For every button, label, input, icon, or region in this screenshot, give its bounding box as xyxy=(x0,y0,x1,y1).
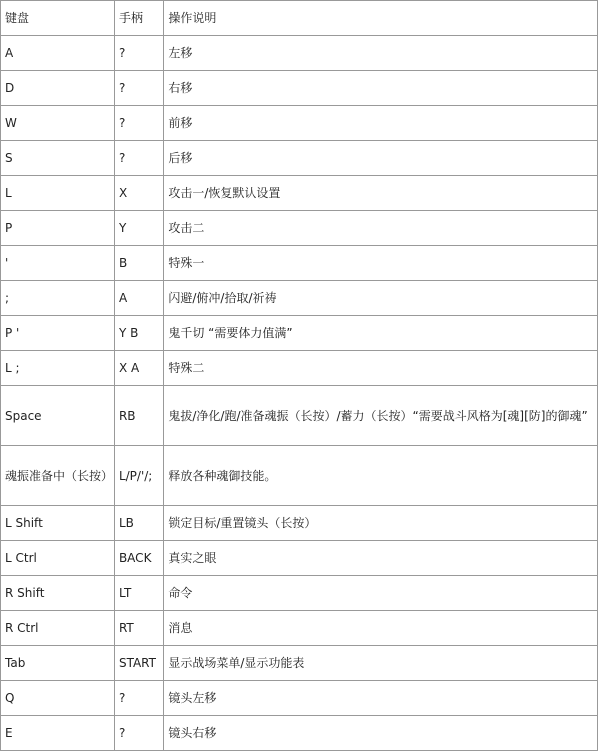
key-cell: R Shift xyxy=(1,576,115,611)
key-cell: R Ctrl xyxy=(1,611,115,646)
pad-cell: ? xyxy=(114,141,163,176)
desc-cell: 镜头右移 xyxy=(164,716,598,751)
pad-cell: Y xyxy=(114,211,163,246)
key-cell: L Ctrl xyxy=(1,541,115,576)
desc-cell: 前移 xyxy=(164,106,598,141)
key-cell: L xyxy=(1,176,115,211)
key-cell: ' xyxy=(1,246,115,281)
table-row xyxy=(1,716,598,751)
desc-cell: 特殊二 xyxy=(164,351,598,386)
key-cell: L ; xyxy=(1,351,115,386)
table-row xyxy=(1,541,598,576)
pad-cell: Y B xyxy=(114,316,163,351)
key-cell: E xyxy=(1,716,115,751)
desc-cell: 后移 xyxy=(164,141,598,176)
header-keyboard: 键盘 xyxy=(1,1,115,36)
pad-cell: LT xyxy=(114,576,163,611)
desc-cell: 消息 xyxy=(164,611,598,646)
pad-cell: RB xyxy=(114,386,163,446)
desc-cell: 镜头左移 xyxy=(164,681,598,716)
pad-cell: B xyxy=(114,246,163,281)
table-row xyxy=(1,681,598,716)
table-row xyxy=(1,211,598,246)
key-cell: ; xyxy=(1,281,115,316)
pad-cell: ? xyxy=(114,716,163,751)
table-row xyxy=(1,611,598,646)
table-row xyxy=(1,281,598,316)
pad-cell: LB xyxy=(114,506,163,541)
pad-cell: A xyxy=(114,281,163,316)
table-row xyxy=(1,351,598,386)
pad-cell: ? xyxy=(114,681,163,716)
desc-cell: 释放各种魂御技能。 xyxy=(164,446,598,506)
key-cell: 魂振准备中（长按） xyxy=(1,446,115,506)
key-cell: L Shift xyxy=(1,506,115,541)
desc-cell: 鬼千切 “需要体力值满” xyxy=(164,316,598,351)
desc-cell: 闪避/俯冲/拾取/祈祷 xyxy=(164,281,598,316)
desc-cell: 攻击二 xyxy=(164,211,598,246)
pad-cell: ? xyxy=(114,71,163,106)
desc-cell: 命令 xyxy=(164,576,598,611)
table-row xyxy=(1,506,598,541)
table-row xyxy=(1,71,598,106)
table-row xyxy=(1,576,598,611)
key-cell: A xyxy=(1,36,115,71)
desc-cell: 右移 xyxy=(164,71,598,106)
key-cell: W xyxy=(1,106,115,141)
table-row xyxy=(1,141,598,176)
desc-cell: 锁定目标/重置镜头（长按） xyxy=(164,506,598,541)
table-row xyxy=(1,386,598,446)
pad-cell: ? xyxy=(114,106,163,141)
desc-cell: 显示战场菜单/显示功能表 xyxy=(164,646,598,681)
pad-cell: ? xyxy=(114,36,163,71)
table-row xyxy=(1,646,598,681)
table-row xyxy=(1,176,598,211)
table-row xyxy=(1,316,598,351)
desc-cell: 特殊一 xyxy=(164,246,598,281)
desc-cell: 左移 xyxy=(164,36,598,71)
table-header-row xyxy=(1,1,598,36)
pad-cell: START xyxy=(114,646,163,681)
key-cell: D xyxy=(1,71,115,106)
table-row xyxy=(1,36,598,71)
desc-cell: 真实之眼 xyxy=(164,541,598,576)
desc-cell: 攻击一/恢复默认设置 xyxy=(164,176,598,211)
pad-cell: BACK xyxy=(114,541,163,576)
table-row xyxy=(1,446,598,506)
key-cell: Space xyxy=(1,386,115,446)
table-row xyxy=(1,106,598,141)
pad-cell: X xyxy=(114,176,163,211)
pad-cell: RT xyxy=(114,611,163,646)
key-cell: Tab xyxy=(1,646,115,681)
key-cell: P xyxy=(1,211,115,246)
header-description: 操作说明 xyxy=(164,1,598,36)
desc-cell: 鬼拔/净化/跑/准备魂振（长按）/蓄力（长按）“需要战斗风格为[魂][防]的御魂” xyxy=(164,386,598,446)
key-cell: P ' xyxy=(1,316,115,351)
pad-cell: X A xyxy=(114,351,163,386)
key-cell: Q xyxy=(1,681,115,716)
key-cell: S xyxy=(1,141,115,176)
header-gamepad: 手柄 xyxy=(114,1,163,36)
table-row xyxy=(1,246,598,281)
pad-cell: L/P/'/; xyxy=(114,446,163,506)
